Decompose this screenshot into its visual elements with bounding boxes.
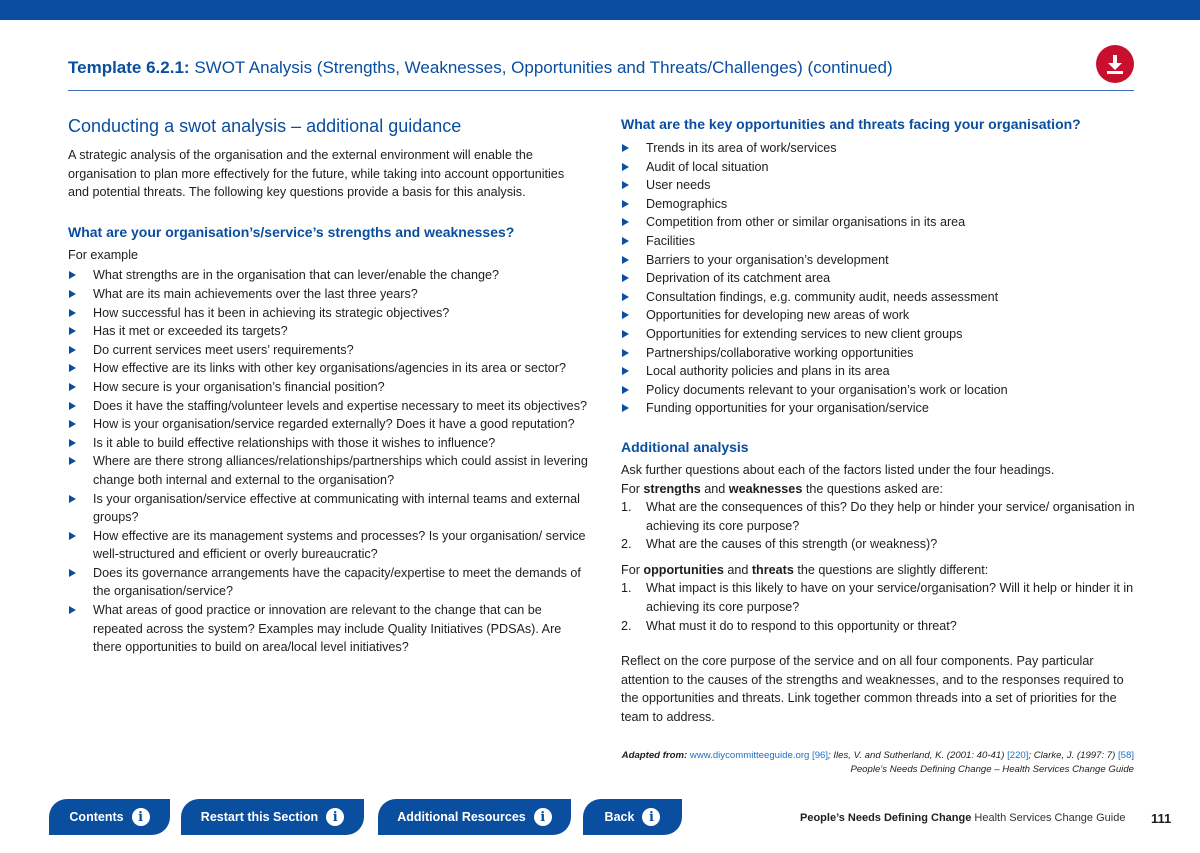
reflect-paragraph: Reflect on the core purpose of the service and on all four components. Pay particular attention to the causes of the strengths and weaknesses, and to the responses required to the opportunities and threats. Link together common threads into a set of priorities for the team to address. (621, 654, 1124, 725)
list-item: Local authority policies and plans in its area (621, 362, 1136, 381)
source-link[interactable]: www.diycommitteeguide.org (689, 750, 810, 761)
list-item: 1. What impact is this likely to have on your service/organisation? Will it help or hinder it in achieving its core purpose? (621, 581, 1134, 615)
additional-intro: Ask further questions about each of the factors listed under the four headings. (621, 462, 1055, 477)
list-item: How successful has it been in achieving its strategic objectives? (68, 304, 588, 323)
list-item: Has it met or exceeded its targets? (68, 322, 588, 341)
list-item: Funding opportunities for your organisation/service (621, 399, 1136, 418)
contents-button[interactable]: Contents i (49, 799, 170, 835)
reference-link[interactable]: [220] (1007, 750, 1029, 761)
additional-analysis-heading: Additional analysis (621, 438, 749, 455)
strengths-question-list (68, 266, 588, 656)
list-item: Opportunities for extending services to new client groups (621, 325, 1136, 344)
info-icon: i (534, 808, 552, 826)
list-item: Deprivation of its catchment area (621, 269, 1136, 288)
download-button[interactable] (1096, 45, 1134, 83)
top-bar (0, 0, 1200, 20)
for-example-label: For example (68, 247, 138, 262)
opportunities-threats-questions (621, 579, 1136, 635)
list-item: Policy documents relevant to your organisation’s work or location (621, 381, 1136, 400)
strengths-weaknesses-heading: What are your organisation’s/service’s strengths and weaknesses? (68, 223, 515, 240)
restart-section-button[interactable]: Restart this Section i (181, 799, 364, 835)
additional-resources-button[interactable]: Additional Resources i (378, 799, 571, 835)
list-item: Audit of local situation (621, 158, 1136, 177)
left-column (68, 115, 588, 657)
list-item: Competition from other or similar organisations in its area (621, 213, 1136, 232)
source-citation: Adapted from: www.diycommitteeguide.org [96]; Iles, V. and Sutherland, K. (2001: 40-41) [220]; Clarke, J. (1997: 7) [58] People’s Needs Defining Change – Health Services Change Guide (574, 749, 1134, 777)
list-item: How is your organisation/service regarded externally? Does it have a good reputation? (68, 415, 588, 434)
list-item: Barriers to your organisation’s development (621, 251, 1136, 270)
right-column (621, 115, 1136, 727)
reference-link[interactable]: [96] (812, 750, 829, 761)
header-divider (68, 90, 1134, 91)
download-icon (1103, 52, 1127, 76)
template-title: SWOT Analysis (Strengths, Weaknesses, Opportunities and Threats/Challenges) (continued) (194, 58, 893, 77)
list-item: Demographics (621, 195, 1136, 214)
info-icon: i (132, 808, 150, 826)
list-item: Where are there strong alliances/relationships/partnerships which could assist in levering change both internal and external to the organisation? (68, 452, 588, 489)
opportunities-threats-lead: For opportunities and threats the questions are slightly different: (621, 562, 989, 577)
guidance-heading: Conducting a swot analysis – additional guidance (68, 116, 462, 136)
list-item: How secure is your organisation’s financial position? (68, 378, 588, 397)
list-item: Is it able to build effective relationships with those it wishes to influence? (68, 434, 588, 453)
list-item: Consultation findings, e.g. community audit, needs assessment (621, 288, 1136, 307)
opportunities-list (621, 139, 1136, 418)
list-item: Opportunities for developing new areas of work (621, 306, 1136, 325)
list-item: How effective are its links with other key organisations/agencies in its area or sector? (68, 359, 588, 378)
list-item: User needs (621, 176, 1136, 195)
list-item: Do current services meet users’ requirements? (68, 341, 588, 360)
info-icon: i (642, 808, 660, 826)
intro-paragraph: A strategic analysis of the organisation and the external environment will enable the organisation to plan more effectively for the future, while taking into account opportunities and potential threats. The following key questions provide a basis for this analysis. (68, 148, 565, 200)
footer-guide-title: People’s Needs Defining Change Health Services Change Guide (800, 812, 1126, 824)
strengths-weaknesses-questions (621, 498, 1136, 554)
list-item: Is your organisation/service effective at communicating with internal teams and external groups? (68, 490, 588, 527)
citation-guide-title: People’s Needs Defining Change – Health Services Change Guide (850, 764, 1134, 775)
template-label: Template 6.2.1: (68, 58, 190, 77)
opportunities-threats-heading: What are the key opportunities and threats facing your organisation? (621, 116, 1081, 132)
list-item: How effective are its management systems and processes? Is your organisation/ service well-structured and efficient or overly bureaucratic? (68, 527, 588, 564)
list-item: What are its main achievements over the last three years? (68, 285, 588, 304)
back-button[interactable]: Back i (583, 799, 682, 835)
page-title (68, 58, 893, 78)
list-item: Partnerships/collaborative working opportunities (621, 344, 1136, 363)
list-item: 1. What are the consequences of this? Do they help or hinder your service/ organisation in achieving its core purpose? (621, 500, 1135, 533)
list-item: 2. What must it do to respond to this opportunity or threat? (621, 618, 957, 633)
list-item: 2. What are the causes of this strength (or weakness)? (621, 537, 938, 552)
list-item: Trends in its area of work/services (621, 139, 1136, 158)
list-item: What areas of good practice or innovation are relevant to the change that can be repeated across the system? Examples may include Quality Initiatives (PDSAs). Are there opportunities to build on area/local level initiatives? (68, 601, 588, 657)
reference-link[interactable]: [58] (1117, 750, 1134, 761)
list-item: Facilities (621, 232, 1136, 251)
list-item: Does its governance arrangements have the capacity/expertise to meet the demands of the organisation/service? (68, 564, 588, 601)
list-item: What strengths are in the organisation that can lever/enable the change? (68, 266, 588, 285)
page-number: 111 (1151, 811, 1172, 826)
list-item: Does it have the staffing/volunteer levels and expertise necessary to meet its objectives? (68, 397, 588, 416)
info-icon: i (326, 808, 344, 826)
strengths-weaknesses-lead: For strengths and weaknesses the questions asked are: (621, 481, 944, 496)
